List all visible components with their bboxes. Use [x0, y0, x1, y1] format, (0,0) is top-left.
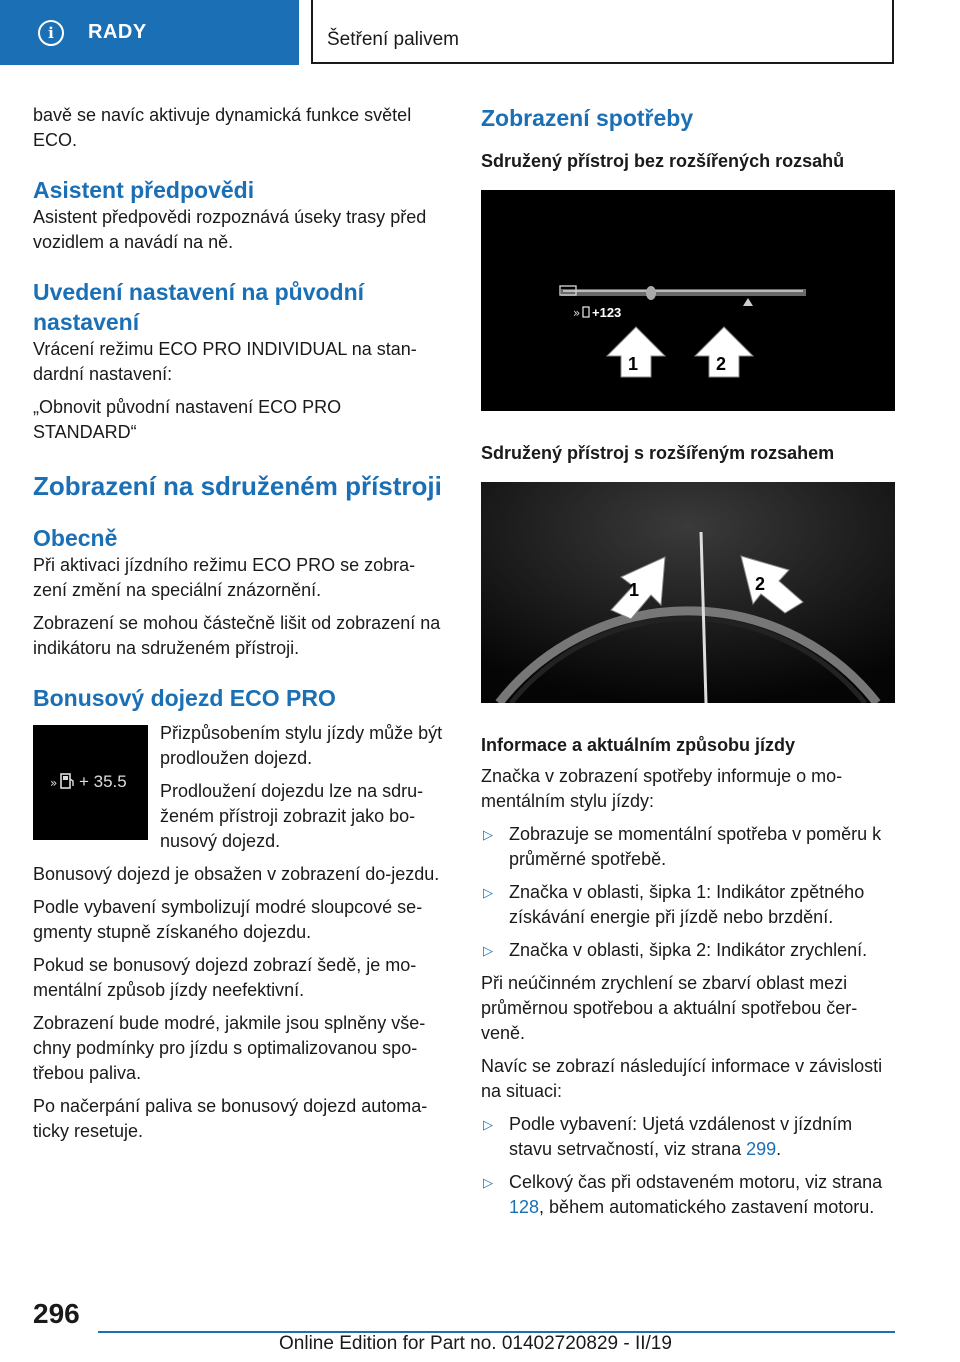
arrow-2	[695, 327, 753, 377]
list-item: ▷ Značka v oblasti, šipka 1: Indikátor zpětného získávání energie při jízdě nebo brzdění.	[483, 882, 865, 927]
list-item: ▷ Celkový čas při odstaveném motoru, viz strana 128, během automatického zastavení motoru.	[483, 1172, 883, 1217]
bonus-text-beside	[160, 721, 448, 862]
assist-paragraph: Asistent předpovědi rozpoznává úseky trasy před vozidlem a navádí na ně.	[33, 207, 427, 252]
bonus-value: + 35.5	[79, 772, 127, 791]
info-icon: i	[38, 20, 64, 46]
section-label: RADY	[88, 21, 147, 43]
list-item: ▷ Podle vybavení: Ujetá vzdálenost v jízdním stavu setrvačností, viz strana 299.	[483, 1114, 853, 1159]
bonus-row	[33, 721, 448, 862]
bonus-paragraph-1: Přizpůsobením stylu jízdy může být prodloužen dojezd.	[160, 723, 443, 768]
header-title-box	[311, 0, 894, 64]
bonus-heading: Bonusový dojezd ECO PRO	[33, 685, 336, 711]
bonus-paragraph-5: Pokud se bonusový dojezd zobrazí šedě, je mo-mentální způsob jízdy neefektivní.	[33, 955, 417, 1000]
consumption-display-illustration	[481, 190, 895, 411]
footer-edition: Online Edition for Part no. 01402720829 - II/19	[279, 1333, 672, 1354]
info-paragraph-2: Při neúčinném zrychlení se zbarví oblast mezi průměrnou spotřebou a aktuální spotřebou čer-veně.	[481, 973, 858, 1043]
bonus-paragraph-4: Podle vybavení symbolizují modré sloupcové se-gmenty stupně získaného dojezdu.	[33, 897, 423, 942]
arrow-1	[607, 327, 665, 377]
figure-2-extended-display	[481, 482, 895, 703]
reset-paragraph: Vrácení režimu ECO PRO INDIVIDUAL na stan-dardní nastavení:	[33, 339, 417, 384]
fuel-pump-icon	[61, 774, 73, 788]
left-column	[33, 103, 448, 1152]
info-heading: Informace a aktuálním způsobu jízdy	[481, 735, 796, 755]
page-link-128[interactable]: 128	[509, 1197, 540, 1217]
bonus-paragraph-3: Bonusový dojezd je obsažen v zobrazení do-jezdu.	[33, 864, 440, 884]
page-number: 296	[33, 1298, 80, 1329]
chapter-title: Šetření palivem	[327, 29, 460, 50]
svg-text:2: 2	[755, 574, 766, 594]
svg-text:1: 1	[629, 580, 640, 600]
list-item: ▷ Zobrazuje se momentální spotřeba v poměru k průměrné spotřebě.	[483, 824, 882, 869]
svg-text:1: 1	[628, 354, 639, 374]
figure-1-value: +123	[592, 305, 622, 320]
bonus-range-illustration	[33, 725, 148, 840]
svg-text:2: 2	[716, 354, 727, 374]
info-paragraph-1: Značka v zobrazení spotřeby informuje o mo-mentálním stylu jízdy:	[481, 766, 843, 811]
display-heading: Zobrazení na sdruženém přístroji	[33, 471, 442, 501]
reset-heading: Uvedení nastavení na původní nastavení	[33, 279, 365, 335]
header-section-tab	[0, 0, 299, 65]
right-column	[481, 103, 895, 1228]
intro-paragraph: bavě se navíc aktivuje dynamická funkce světel ECO.	[33, 105, 412, 150]
figure-1-standard-display	[481, 190, 895, 411]
bonus-range-figure	[33, 725, 148, 840]
page-link-299[interactable]: 299	[746, 1139, 777, 1159]
assist-heading: Asistent předpovědi	[33, 177, 255, 203]
info-paragraph-3: Navíc se zobrazí následující informace v závislosti na situaci:	[481, 1056, 883, 1101]
bonus-paragraph-7: Po načerpání paliva se bonusový dojezd automa-ticky resetuje.	[33, 1096, 428, 1141]
bullet-list-2	[481, 1112, 895, 1220]
leaf-marker-icon	[646, 286, 656, 300]
figure-1-caption: Sdružený přístroj bez rozšířených rozsahů	[481, 151, 845, 171]
gauge-illustration	[481, 482, 895, 703]
bonus-paragraph-6: Zobrazení bude modré, jakmile jsou splněny vše-chny podmínky pro jízdu s optimalizovanou spo-třebou paliva.	[33, 1013, 426, 1083]
general-paragraph-2: Zobrazení se mohou částečně lišit od zobrazení na indikátoru na sdruženém přístroji.	[33, 613, 441, 658]
svg-text:»: »	[573, 306, 581, 320]
reset-quote: „Obnovit původní nastavení ECO PRO STANDARD“	[33, 397, 342, 442]
general-paragraph-1: Při aktivaci jízdního režimu ECO PRO se zobra-zení změní na speciální znázornění.	[33, 555, 416, 600]
general-heading: Obecně	[33, 525, 118, 551]
list-item: ▷ Značka v oblasti, šipka 2: Indikátor zrychlení.	[483, 940, 868, 960]
consumption-heading: Zobrazení spotřeby	[481, 105, 694, 131]
bullet-list-1	[481, 822, 895, 963]
figure-2-caption: Sdružený přístroj s rozšířeným rozsahem	[481, 443, 835, 463]
svg-text:»: »	[50, 776, 58, 790]
bonus-paragraph-2: Prodloužení dojezdu lze na sdru-ženém přístroji zobrazit jako bo-nusový dojezd.	[160, 781, 424, 851]
